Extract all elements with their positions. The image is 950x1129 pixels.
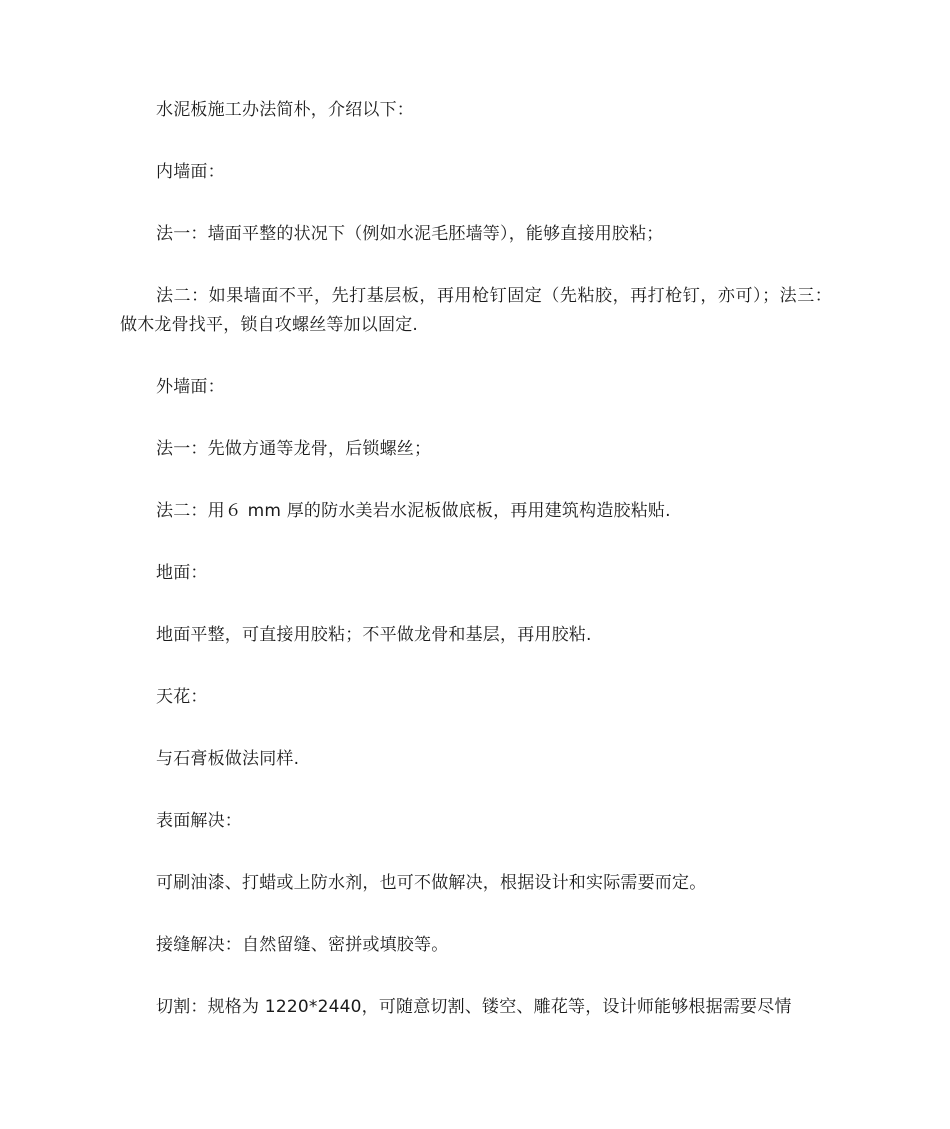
paragraph-exterior-method-2: 法二：用６ mm 厚的防水美岩水泥板做底板，再用建筑构造胶粘贴.: [156, 501, 671, 521]
paragraph-interior-method-1: 法一：墙面平整的状况下（例如水泥毛胚墙等），能够直接用胶粘；: [156, 224, 664, 244]
paragraph-cutting: 切割：规格为 1220*2440，可随意切割、镂空、雕花等，设计师能够根据需要尽情: [156, 997, 792, 1017]
paragraph-floor: 地面平整，可直接用胶粘；不平做龙骨和基层，再用胶粘.: [156, 625, 592, 645]
heading-exterior-wall: 外墙面：: [156, 377, 225, 397]
paragraph-joint-treatment: 接缝解决：自然留缝、密拼或填胶等。: [156, 935, 449, 955]
paragraph-intro: 水泥板施工办法简朴，介绍以下：: [156, 100, 414, 120]
paragraph-surface-treatment: 可刷油漆、打蜡或上防水剂，也可不做解决，根据设计和实际需要而定。: [156, 873, 707, 893]
heading-ceiling: 天花：: [156, 687, 208, 707]
paragraph-ceiling: 与石膏板做法同样.: [156, 749, 300, 769]
paragraph-interior-method-2-3: 法二：如果墙面不平，先打基层板，再用枪钉固定（先粘胶，再打枪钉，亦可）；法三：做木龙骨找平，锁自攻螺丝等加以固定.: [120, 286, 832, 335]
heading-floor: 地面：: [156, 563, 208, 583]
paragraph-exterior-method-1: 法一：先做方通等龙骨，后锁螺丝；: [156, 439, 432, 459]
heading-surface-treatment: 表面解决：: [156, 811, 242, 831]
heading-interior-wall: 内墙面：: [156, 162, 225, 182]
document-body: [120, 96, 832, 1055]
